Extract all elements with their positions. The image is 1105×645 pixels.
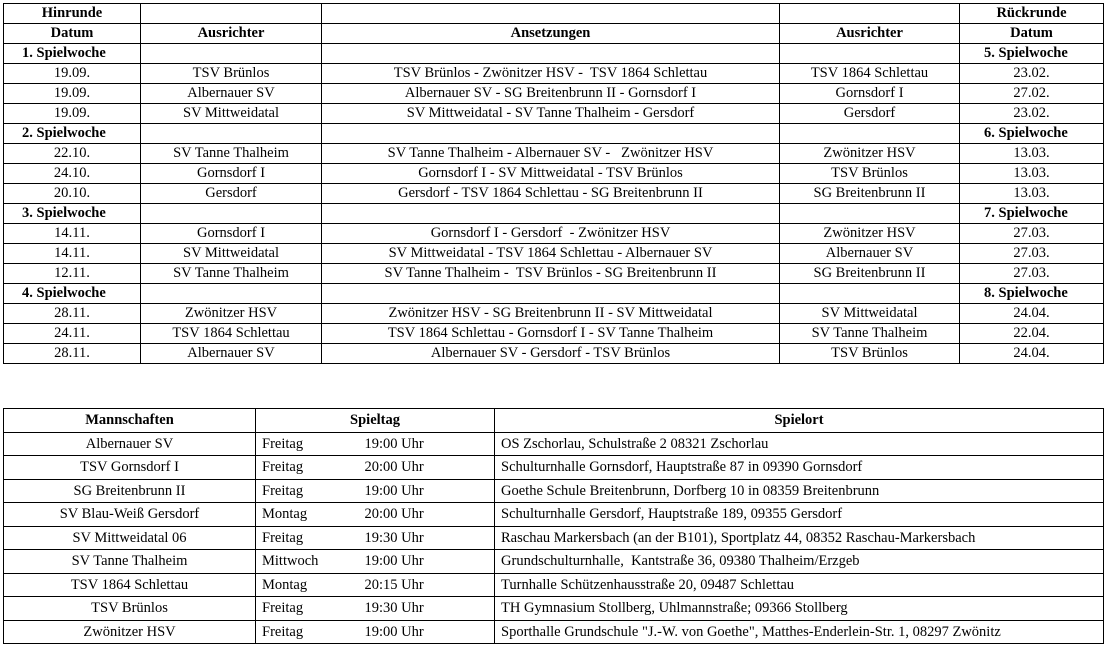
game-matchup: SV Mittweidatal - TSV 1864 Schlettau - Albernauer SV [322,244,780,264]
return-week-label: 8. Spielwoche [960,284,1104,304]
header-blank [322,4,780,24]
return-date: 13.03. [960,144,1104,164]
week-row [4,284,1104,304]
return-week-label: 6. Spielwoche [960,124,1104,144]
return-date: 27.03. [960,244,1104,264]
header-spielort: Spielort [495,409,1104,433]
team-row [4,456,1104,480]
week-row [4,44,1104,64]
game-matchup: TSV 1864 Schlettau - Gornsdorf I - SV Tanne Thalheim [322,324,780,344]
header-hinrunde: Hinrunde [4,4,141,24]
game-row [4,344,1104,364]
team-name: Zwönitzer HSV [4,620,256,644]
return-date: 23.02. [960,104,1104,124]
game-host: SV Mittweidatal [141,104,322,124]
game-matchup: TSV Brünlos - Zwönitzer HSV - TSV 1864 Schlettau [322,64,780,84]
week-label: 4. Spielwoche [4,284,141,304]
return-week-label: 7. Spielwoche [960,204,1104,224]
game-date: 24.10. [4,164,141,184]
team-time: 19:00 Uhr [365,550,495,574]
team-row [4,573,1104,597]
week-blank [322,284,780,304]
team-name: TSV 1864 Schlettau [4,573,256,597]
return-date: 27.03. [960,264,1104,284]
team-row [4,503,1104,527]
game-row [4,64,1104,84]
game-host: SV Tanne Thalheim [141,144,322,164]
game-host: Gornsdorf I [141,224,322,244]
return-host: SV Mittweidatal [780,304,960,324]
team-day: Freitag [256,526,365,550]
header-rueckrunde: Rückrunde [960,4,1104,24]
schedule-table [3,3,1104,364]
team-name: TSV Brünlos [4,597,256,621]
game-date: 14.11. [4,244,141,264]
game-matchup: SV Mittweidatal - SV Tanne Thalheim - Gersdorf [322,104,780,124]
game-date: 12.11. [4,264,141,284]
game-matchup: Albernauer SV - Gersdorf - TSV Brünlos [322,344,780,364]
header-datum: Datum [4,24,141,44]
team-day: Freitag [256,479,365,503]
header-spieltag: Spieltag [256,409,495,433]
return-host: Zwönitzer HSV [780,144,960,164]
team-day: Mittwoch [256,550,365,574]
game-date: 19.09. [4,104,141,124]
team-time: 20:00 Uhr [365,503,495,527]
header-ausrichter-return: Ausrichter [780,24,960,44]
game-host: TSV 1864 Schlettau [141,324,322,344]
game-date: 14.11. [4,224,141,244]
teams-table [3,408,1104,644]
game-matchup: Gornsdorf I - SV Mittweidatal - TSV Brünlos [322,164,780,184]
team-venue: Schulturnhalle Gornsdorf, Hauptstraße 87 in 09390 Gornsdorf [495,456,1104,480]
header-datum-return: Datum [960,24,1104,44]
header-ansetzungen: Ansetzungen [322,24,780,44]
team-venue: Raschau Markersbach (an der B101), Sportplatz 44, 08352 Raschau-Markersbach [495,526,1104,550]
game-date: 19.09. [4,84,141,104]
week-blank [322,204,780,224]
game-row [4,324,1104,344]
team-row [4,526,1104,550]
game-date: 22.10. [4,144,141,164]
game-host: Albernauer SV [141,84,322,104]
return-date: 27.03. [960,224,1104,244]
game-matchup: SV Tanne Thalheim - TSV Brünlos - SG Breitenbrunn II [322,264,780,284]
week-blank [141,204,322,224]
team-day: Freitag [256,620,365,644]
team-day: Freitag [256,432,365,456]
team-venue: Sporthalle Grundschule "J.-W. von Goethe", Matthes-Enderlein-Str. 1, 08297 Zwönitz [495,620,1104,644]
game-row [4,244,1104,264]
team-time: 19:30 Uhr [365,526,495,550]
return-host: SG Breitenbrunn II [780,264,960,284]
game-date: 20.10. [4,184,141,204]
team-name: SV Blau-Weiß Gersdorf [4,503,256,527]
schedule-header-row-1 [4,4,1104,24]
game-host: SV Tanne Thalheim [141,264,322,284]
schedule-body [4,4,1104,364]
return-host: SG Breitenbrunn II [780,184,960,204]
header-blank [780,4,960,24]
teams-body [4,409,1104,644]
return-host: Gornsdorf I [780,84,960,104]
game-host: Gersdorf [141,184,322,204]
week-blank [780,204,960,224]
return-date: 24.04. [960,344,1104,364]
game-matchup: SV Tanne Thalheim - Albernauer SV - Zwönitzer HSV [322,144,780,164]
team-time: 20:15 Uhr [365,573,495,597]
week-blank [780,124,960,144]
game-row [4,184,1104,204]
game-host: Albernauer SV [141,344,322,364]
team-row [4,550,1104,574]
team-venue: Goethe Schule Breitenbrunn, Dorfberg 10 in 08359 Breitenbrunn [495,479,1104,503]
week-blank [780,44,960,64]
game-matchup: Gersdorf - TSV 1864 Schlettau - SG Breitenbrunn II [322,184,780,204]
team-row [4,597,1104,621]
game-matchup: Gornsdorf I - Gersdorf - Zwönitzer HSV [322,224,780,244]
return-date: 24.04. [960,304,1104,324]
header-ausrichter: Ausrichter [141,24,322,44]
team-venue: TH Gymnasium Stollberg, Uhlmannstraße; 09366 Stollberg [495,597,1104,621]
week-label: 1. Spielwoche [4,44,141,64]
return-date: 22.04. [960,324,1104,344]
team-name: SV Mittweidatal 06 [4,526,256,550]
week-blank [141,284,322,304]
return-host: TSV 1864 Schlettau [780,64,960,84]
team-day: Montag [256,503,365,527]
game-row [4,264,1104,284]
team-name: Albernauer SV [4,432,256,456]
team-time: 19:30 Uhr [365,597,495,621]
return-host: TSV Brünlos [780,164,960,184]
return-date: 27.02. [960,84,1104,104]
team-name: SG Breitenbrunn II [4,479,256,503]
team-day: Freitag [256,597,365,621]
week-blank [322,44,780,64]
team-time: 20:00 Uhr [365,456,495,480]
game-row [4,144,1104,164]
team-time: 19:00 Uhr [365,620,495,644]
team-day: Montag [256,573,365,597]
week-label: 3. Spielwoche [4,204,141,224]
week-blank [141,44,322,64]
return-date: 13.03. [960,184,1104,204]
game-row [4,224,1104,244]
return-host: Gersdorf [780,104,960,124]
game-row [4,104,1104,124]
return-date: 13.03. [960,164,1104,184]
team-time: 19:00 Uhr [365,479,495,503]
return-host: TSV Brünlos [780,344,960,364]
team-time: 19:00 Uhr [365,432,495,456]
game-host: SV Mittweidatal [141,244,322,264]
team-day: Freitag [256,456,365,480]
team-venue: Schulturnhalle Gersdorf, Hauptstraße 189, 09355 Gersdorf [495,503,1104,527]
schedule-header-row-2 [4,24,1104,44]
game-date: 28.11. [4,344,141,364]
game-date: 19.09. [4,64,141,84]
week-row [4,204,1104,224]
game-row [4,164,1104,184]
game-host: TSV Brünlos [141,64,322,84]
team-name: TSV Gornsdorf I [4,456,256,480]
return-date: 23.02. [960,64,1104,84]
return-host: Zwönitzer HSV [780,224,960,244]
week-blank [322,124,780,144]
team-venue: Grundschulturnhalle, Kantstraße 36, 09380 Thalheim/Erzgeb [495,550,1104,574]
return-host: SV Tanne Thalheim [780,324,960,344]
game-host: Zwönitzer HSV [141,304,322,324]
header-blank [141,4,322,24]
team-row [4,620,1104,644]
week-blank [780,284,960,304]
game-matchup: Zwönitzer HSV - SG Breitenbrunn II - SV Mittweidatal [322,304,780,324]
game-row [4,84,1104,104]
week-row [4,124,1104,144]
game-matchup: Albernauer SV - SG Breitenbrunn II - Gornsdorf I [322,84,780,104]
team-row [4,432,1104,456]
game-date: 28.11. [4,304,141,324]
week-label: 2. Spielwoche [4,124,141,144]
game-date: 24.11. [4,324,141,344]
week-blank [141,124,322,144]
team-row [4,479,1104,503]
team-venue: Turnhalle Schützenhausstraße 20, 09487 Schlettau [495,573,1104,597]
header-mannschaften: Mannschaften [4,409,256,433]
game-row [4,304,1104,324]
game-host: Gornsdorf I [141,164,322,184]
teams-header-row [4,409,1104,433]
team-venue: OS Zschorlau, Schulstraße 2 08321 Zschorlau [495,432,1104,456]
return-host: Albernauer SV [780,244,960,264]
return-week-label: 5. Spielwoche [960,44,1104,64]
team-name: SV Tanne Thalheim [4,550,256,574]
